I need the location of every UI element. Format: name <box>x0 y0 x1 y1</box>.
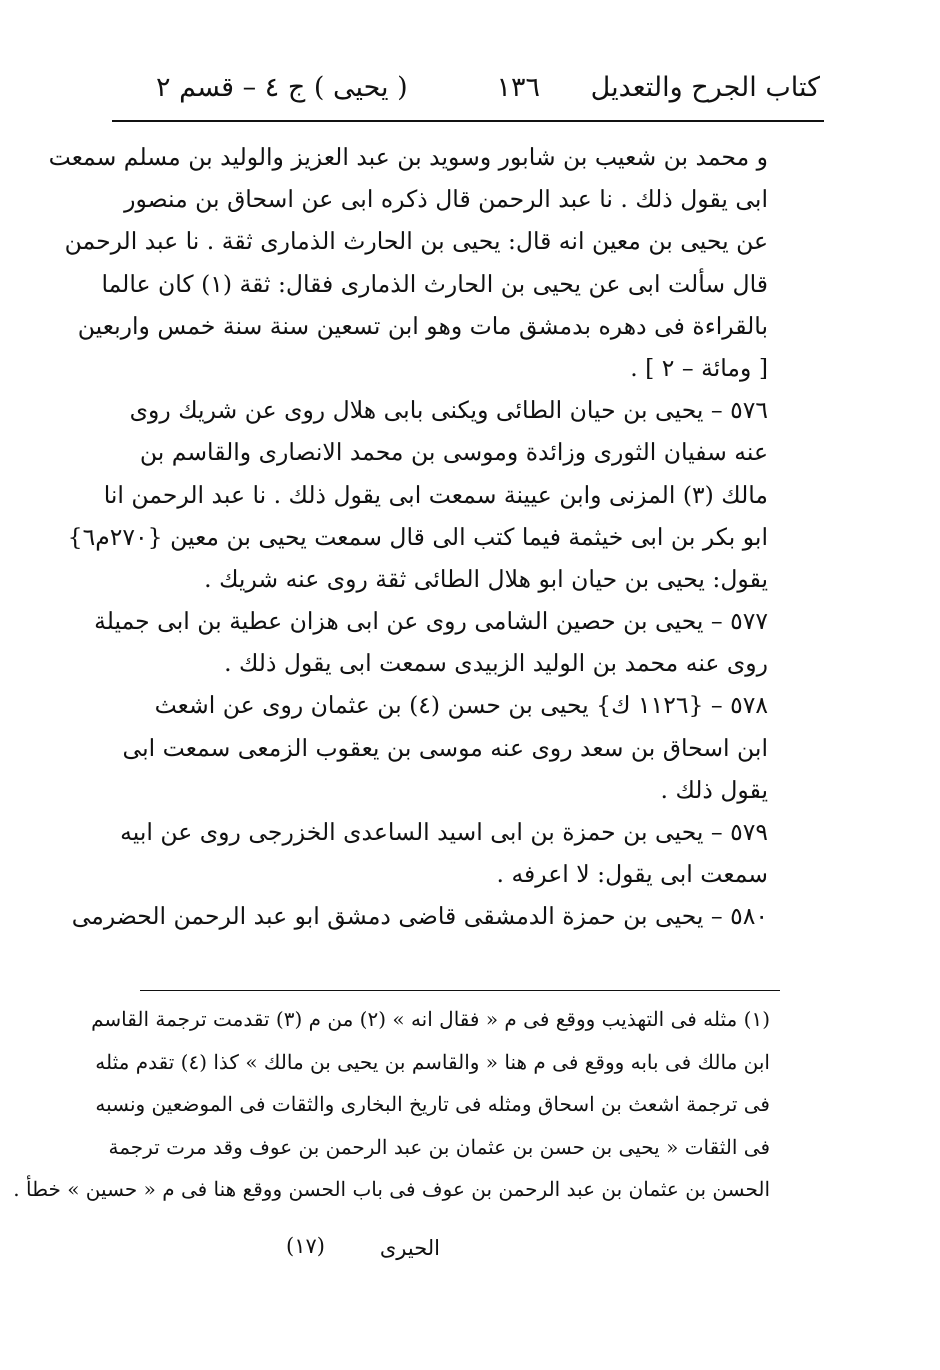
text-line: قال سألت ابى عن يحيى بن الحارث الذمارى فقال: ثقة (١) كان عالما <box>101 269 768 298</box>
text-line: عن يحيى بن معين انه قال: يحيى بن الحارث الذمارى ثقة . نا عبد الرحمن <box>64 227 768 256</box>
text-line: ابن اسحاق بن سعد روى عنه موسى بن يعقوب الزمعى سمعت ابى <box>122 733 768 762</box>
text-line: يقول: يحيى بن حيان ابو هلال الطائى ثقة روى عنه شريك . <box>204 564 768 593</box>
footnote-line: فى الثقات « يحيى بن حسن بن عثمان بن عبد الرحمن بن عوف وقد مرت ترجمة <box>108 1134 770 1159</box>
sheet-number: (١٧) <box>286 1234 325 1258</box>
text-line: و محمد بن شعيب بن شابور وسويد بن عبد العزيز والوليد بن مسلم سمعت <box>48 143 768 171</box>
text-line: سمعت ابى يقول: لا اعرفه . <box>496 860 768 889</box>
text-line: روى عنه محمد بن الوليد الزبيدى سمعت ابى يقول ذلك . <box>224 649 768 678</box>
volume-label: ( يحيى ) ج ٤ – قسم ٢ <box>156 72 408 103</box>
page-bottom <box>140 1228 440 1268</box>
footnote-line: ابن مالك فى بابه ووقع فى م هنا « والقاسم بن يحيى بن مالك » كذا (٤) تقدم مثله <box>95 1049 770 1074</box>
entry-580: ٥٨٠ – يحيى بن حمزة الدمشقى قاضى دمشق ابو عبد الرحمن الحضرمى <box>71 902 768 931</box>
entry-577: ٥٧٧ – يحيى بن حصين الشامى روى عن ابى هزان عطية بن ابى جميلة <box>94 607 768 636</box>
main-text <box>48 136 768 938</box>
book-title: كتاب الجرح والتعديل <box>590 72 820 103</box>
entry-576: ٥٧٦ – يحيى بن حيان الطائى ويكنى بابى هلال روى عن شريك روى <box>129 396 768 425</box>
text-line: مالك (٣) المزنى وابن عيينة سمعت ابى يقول ذلك . نا عبد الرحمن انا <box>103 480 768 509</box>
printer-signature: الحيرى <box>379 1236 440 1260</box>
footnote-line: فى ترجمة اشعث بن اسحاق ومثله فى تاريخ البخارى والثقات فى الموضعين ونسبه <box>95 1092 770 1117</box>
text-line: [ ومائة – ٢ ] . <box>630 353 768 382</box>
text-line: بالقراءة فى دهره بدمشق مات وهو ابن تسعين سنة سنة خمس واربعين <box>77 311 768 340</box>
entry-578: ٥٧٨ – {١١٢٦ ك} يحيى بن حسن (٤) بن عثمان روى عن اشعث <box>154 691 768 720</box>
page-number: ١٣٦ <box>496 72 540 103</box>
text-line: عنه سفيان الثورى وزائدة وموسى بن محمد الانصارى والقاسم بن <box>139 438 768 467</box>
footnote-line: الحسن بن عثمان بن عبد الرحمن بن عوف فى باب الحسن ووقع هنا فى م « حسين » خطأ . <box>13 1177 770 1202</box>
running-header <box>118 62 820 122</box>
footnote-line: (١) مثله فى التهذيب ووقع فى م « فقال انه » (٢) من م (٣) تقدمت ترجمة القاسم <box>91 1007 770 1031</box>
footnotes <box>13 998 770 1211</box>
text-line: يقول ذلك . <box>660 775 768 804</box>
entry-579: ٥٧٩ – يحيى بن حمزة بن ابى اسيد الساعدى الخزرجى روى عن ابيه <box>120 818 768 846</box>
header-rule <box>112 120 824 122</box>
text-line: ابو بكر بن ابى خيثمة فيما كتب الى قال سمعت يحيى بن معين {٢٧٠م٦} <box>67 522 768 551</box>
text-line: ابى يقول ذلك . نا عبد الرحمن قال ذكره ابى عن اسحاق بن منصور <box>124 185 768 214</box>
footnote-rule <box>140 990 780 991</box>
